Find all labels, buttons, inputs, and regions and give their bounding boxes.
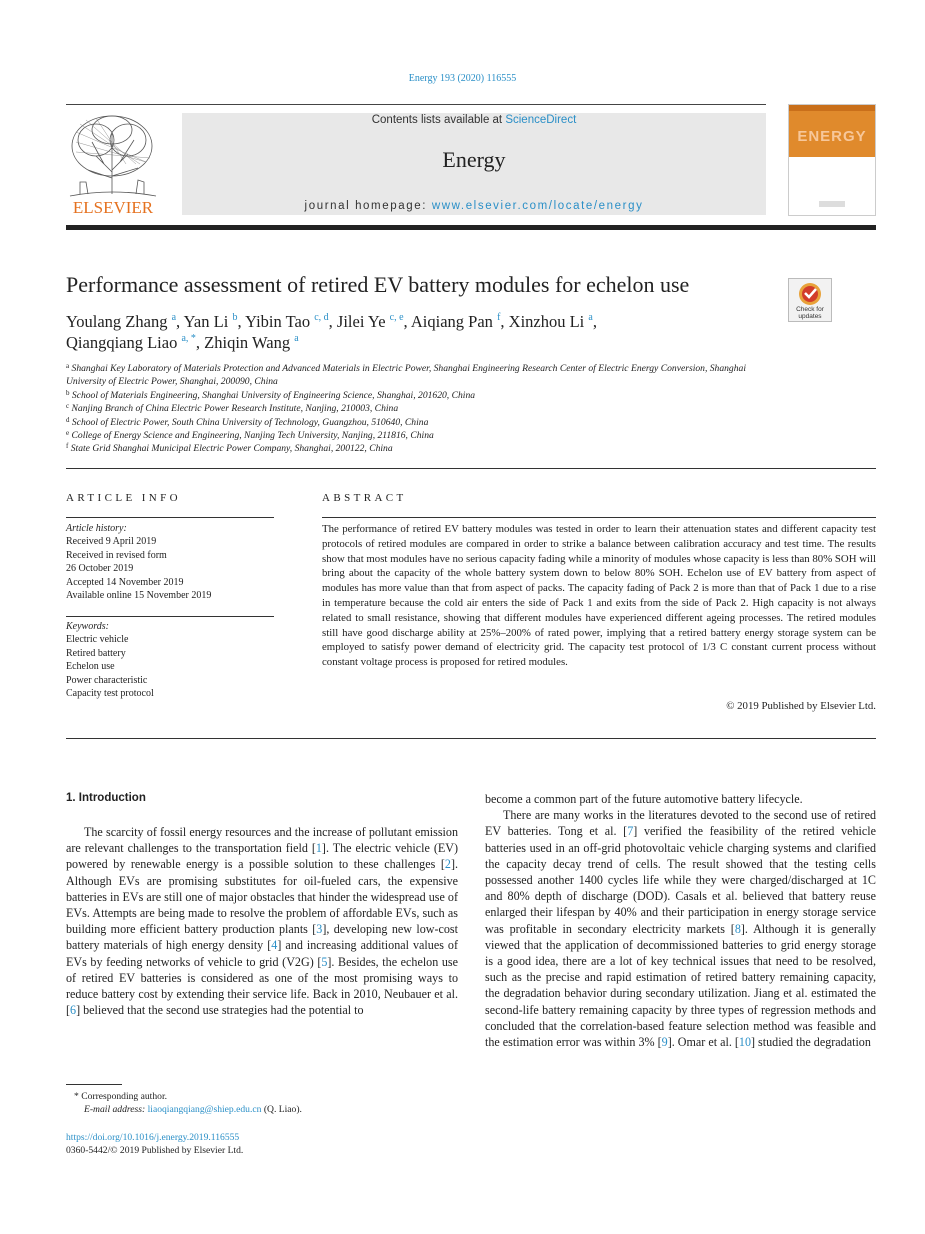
keywords-label: Keywords:	[66, 621, 109, 632]
introduction-heading: 1. Introduction	[66, 792, 146, 804]
affiliation-marker: a	[66, 362, 70, 370]
keyword-item: Echelon use	[66, 661, 115, 673]
email-note	[66, 1103, 466, 1116]
keyword-item: Electric vehicle	[66, 634, 129, 646]
email-label: E-mail address:	[84, 1104, 148, 1115]
body-paragraph: become a common part of the future automotive battery lifecycle.	[485, 792, 803, 806]
abstract-heading: ABSTRACT	[322, 492, 407, 504]
author-affiliation-marker[interactable]: a	[588, 312, 593, 323]
author-name: Zhiqin Wang	[204, 333, 291, 352]
affiliation-item	[66, 402, 766, 415]
citation-link[interactable]: 2	[444, 857, 451, 872]
history-list	[66, 535, 276, 602]
journal-name: Energy	[442, 147, 506, 172]
body-right-column	[485, 791, 876, 1050]
footnote-rule	[66, 1084, 122, 1085]
author-name: Qiangqiang Liao	[66, 333, 178, 352]
author-name: Jilei Ye	[336, 312, 386, 331]
affiliation-marker: c	[66, 402, 70, 411]
section-rule-bottom	[66, 738, 876, 739]
section-rule	[66, 468, 876, 469]
email-link[interactable]: liaoqiangqiang@shiep.edu.cn	[147, 1104, 262, 1115]
citation-link[interactable]: 6	[70, 1003, 77, 1018]
affiliation-item	[66, 416, 766, 429]
author-affiliation-marker[interactable]: f	[497, 312, 501, 323]
author-affiliation-marker[interactable]: c, e	[389, 312, 404, 323]
author-affiliation-marker[interactable]: c, d	[314, 312, 329, 323]
article-title: Performance assessment of retired EV battery modules for echelon use	[66, 272, 690, 297]
author-name: Yan Li	[183, 312, 229, 331]
affiliation-item	[66, 389, 766, 402]
abstract-copyright: © 2019 Published by Elsevier Ltd.	[726, 700, 876, 712]
crossmark-icon	[795, 281, 825, 307]
affiliation-item	[66, 442, 766, 455]
doi-link[interactable]: https://doi.org/10.1016/j.energy.2019.116555	[66, 1132, 240, 1143]
issn-line: 0360-5442/© 2019 Published by Elsevier Ltd.	[66, 1145, 244, 1157]
contents-availability	[182, 114, 766, 126]
citation-link[interactable]: 4	[271, 938, 278, 953]
journal-citation[interactable]: Energy 193 (2020) 116555	[408, 73, 517, 84]
history-label: Article history:	[66, 523, 127, 534]
citation-link[interactable]: 10	[738, 1035, 751, 1050]
keywords-block	[66, 620, 276, 700]
crossmark-label	[789, 306, 831, 320]
homepage-link[interactable]: www.elsevier.com/locate/energy	[431, 200, 644, 212]
elsevier-tree-icon	[66, 112, 160, 216]
article-history	[66, 522, 276, 602]
affiliation-list	[66, 362, 766, 456]
keyword-item: Retired battery	[66, 647, 126, 659]
affiliation-text: School of Materials Engineering, Shanghai University of Engineering Science, Shanghai, 201620, China	[71, 389, 476, 401]
keyword-item: Power characteristic	[66, 674, 148, 686]
affiliation-item	[66, 362, 766, 389]
history-item: Available online 15 November 2019	[66, 590, 212, 602]
affiliation-marker: b	[66, 388, 70, 397]
author-list: Youlang Zhang $^a$, Yan Li $^b$, Yibin Tao $^{c, d}$, Jilei Ye $^{c, e}$, Aiqiang Pan $^f$, Xinzhou Li $^a$, Qiangqiang Liao $^{a, *}$, Zhiqin Wang $^a$	[66, 312, 597, 352]
body-paragraph: There are many works in the literatures devoted to the second use of retired EV batteries. Tong et al. [7] verified the feasibility of the retired vehicle batteries used in an off-grid photovoltaic vehicle charging systems and clarified the capacity decay trend of cells. The result showed that the testing cells possessed another 1400 cycles life while they were charged/discharged at 1C and 80% depth of discharge (DOD). Casals et al. believed that battery reuse enlarged their lifespan by 40% and their participation in energy storage service was profitable in secondary electricity markets [8]. Although it is generally viewed that the application of decommissioned batteries to grid energy storage is a good idea, there are a lot of key technical issues that need to be resolved, such as the precise and rapid estimation of retired battery remaining capacity, the degradation behavior during secondary utilization. Jiang et al. estimated the second-life battery remaining capacity by three types of regression methods and concluded that the correlation-based feature selection method was feasible and the estimation error was within 3% [9]. Omar et al. [10] studied the degradation	[485, 808, 876, 1050]
affiliation-text: Nanjing Branch of China Electric Power Research Institute, Nanjing, 210003, China	[71, 403, 399, 415]
keywords-list	[66, 633, 276, 700]
author-name: Xinzhou Li	[508, 312, 585, 331]
sciencedirect-link[interactable]: ScienceDirect	[505, 114, 577, 126]
author-name: Aiqiang Pan	[410, 312, 493, 331]
citation-link[interactable]: 1	[315, 841, 322, 856]
check-for-updates-button[interactable]	[788, 278, 832, 322]
doi-block	[66, 1131, 466, 1158]
citation-link[interactable]: 9	[661, 1035, 668, 1050]
elsevier-wordmark: ELSEVIER	[72, 198, 154, 216]
keywords-rule	[66, 616, 274, 617]
author-name: Yibin Tao	[245, 312, 311, 331]
author-affiliation-marker[interactable]: b	[232, 312, 238, 323]
crossmark-label-line1: Check for	[796, 306, 824, 313]
history-item: 26 October 2019	[66, 563, 134, 575]
elsevier-logo	[66, 112, 160, 216]
history-item: Received 9 April 2019	[66, 536, 157, 548]
affiliation-text: State Grid Shanghai Municipal Electric Power Company, Shanghai, 200122, China	[70, 443, 393, 455]
affiliation-text: College of Energy Science and Engineering, Nanjing Tech University, Nanjing, 211816, China	[71, 430, 434, 442]
author-affiliation-marker[interactable]: a	[171, 312, 177, 323]
affiliation-marker: f	[66, 442, 69, 451]
header-thick-rule	[66, 225, 876, 230]
email-owner: (Q. Liao).	[261, 1104, 302, 1115]
contents-prefix: Contents lists available at	[371, 114, 506, 126]
footnotes	[66, 1090, 466, 1116]
cover-title: ENERGY	[797, 128, 867, 145]
homepage-prefix: journal homepage:	[304, 200, 432, 212]
citation-link[interactable]: 7	[627, 824, 634, 839]
corresponding-text: Corresponding author.	[81, 1091, 168, 1102]
crossmark-label-line2: updates	[798, 313, 822, 320]
citation-link[interactable]: 8	[734, 921, 741, 936]
history-item: Accepted 14 November 2019	[66, 576, 184, 588]
journal-homepage	[182, 200, 766, 212]
affiliation-item	[66, 429, 766, 442]
citation-link[interactable]: 3	[316, 922, 323, 937]
author-affiliation-marker[interactable]: a, *	[181, 333, 196, 344]
article-info-rule	[66, 517, 274, 518]
journal-cover-thumbnail[interactable]	[788, 104, 876, 216]
history-item: Received in revised form	[66, 549, 167, 561]
keyword-item: Capacity test protocol	[66, 688, 154, 700]
corresponding-author-note	[66, 1090, 466, 1103]
abstract-text: The performance of retired EV battery modules was tested in order to learn their attenuation states and different capacity test protocols of retired modules are compared in order to strike a balance between calibration accuracy and test time. The results show that most modules have no serious capacity fading while a minority of modules whose capacity is less than 80% SOH will bring about the capacity of the whole battery system down to below 80% SOH. Echelon use of EV battery from aspect of modules has more value than that from aspect of packs. The capacity fading of Pack 2 is more than that of Pack 1 due to a rise in temperature because the cold air enters the side of Pack 1 and exits from the side of Pack 2. High capacity is not always related to small resistance, showing that different modules have experienced different ageing processes. The retired modules still have good discharge ability at 25%–200% of rated power, implying that a retired battery energy storage system can be employed to satisfy power demand of electricity grid. The capacity test protocol of 1/3 C constant current process without constant voltage process is proposed for retired modules.	[322, 523, 876, 669]
affiliation-marker: e	[66, 429, 70, 438]
journal-cover-image	[789, 105, 875, 215]
affiliation-text: School of Electric Power, South China University of Technology, Guangzhou, 510640, China	[71, 416, 429, 428]
abstract-rule	[322, 517, 876, 518]
body-left-column	[66, 824, 458, 1018]
body-paragraph: The scarcity of fossil energy resources and the increase of pollutant emission are relevant challenges to the transportation field [1]. The electric vehicle (EV) powered by renewable energy is a possible solution to these challenges [2]. Although EVs are promising substitutes for oil-fueled cars, the expensive batteries in EVs are still one of major obstacles that hinder the widespread use of EVs. Attempts are being made to resolve the problem of affordable EVs, such as building more efficient battery production plants [3], developing new low-cost battery materials of high energy density [4] and increasing additional values of EVs by feeding networks of vehicle to grid (V2G) [5]. Besides, the echelon use of retired EV batteries is considered as one of the most promising ways to reduce battery cost by extending their service life. Back in 2010, Neubauer et al. [6] believed that the second use strategies had the potential to	[66, 825, 459, 1018]
affiliation-text: Shanghai Key Laboratory of Materials Protection and Advanced Materials in Electric Power, Shanghai Engineering Research Center of Electric Energy Conversion, Shanghai University of Electric Power, Shanghai, 200090, China	[66, 363, 746, 388]
journal-banner	[182, 113, 766, 215]
author-name: Youlang Zhang	[66, 312, 168, 331]
affiliation-marker: d	[66, 415, 70, 424]
header-rule	[66, 104, 766, 105]
citation-link[interactable]: 5	[321, 954, 328, 969]
article-info-heading: ARTICLE INFO	[66, 492, 181, 504]
author-affiliation-marker[interactable]: a	[294, 333, 299, 344]
corresponding-mark: *	[74, 1091, 79, 1102]
